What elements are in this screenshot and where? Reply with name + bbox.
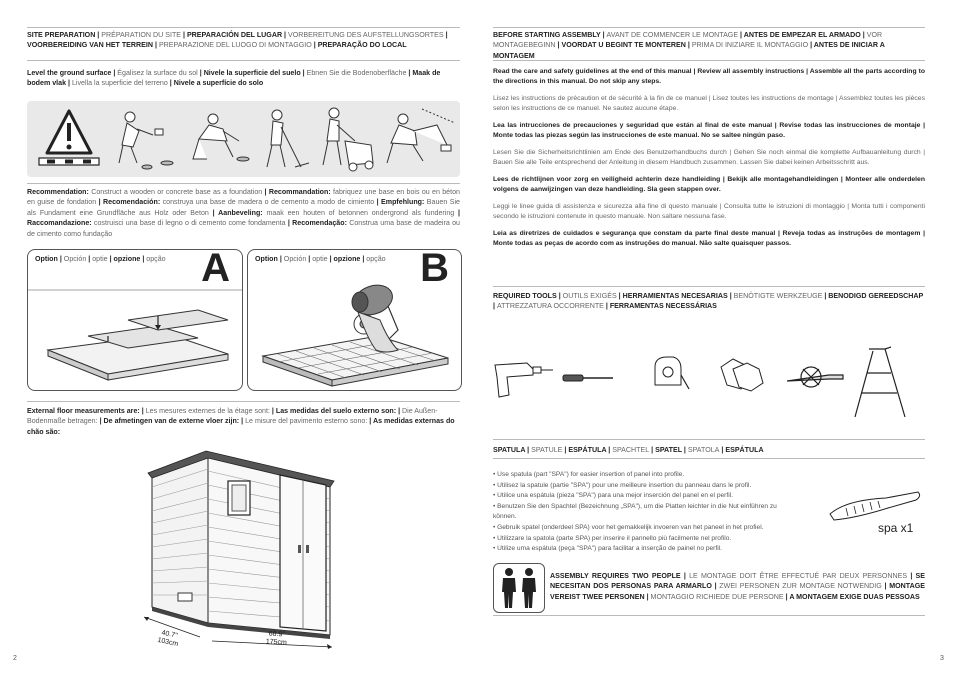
text-segment: | xyxy=(300,69,307,77)
text-segment: Recommendation: xyxy=(27,188,89,196)
text-segment: | xyxy=(860,31,867,39)
instruction-paragraph: Read the care and safety guidelines at the end of this manual | Review all assembly instructions | Assemble all the parts according to the directions in this manual. Do not skip any steps. xyxy=(493,68,925,86)
text-segment: | xyxy=(153,41,159,50)
spatula-icon xyxy=(826,484,924,524)
text-segment: BENODIGD GEREEDSCHAP xyxy=(828,292,924,300)
text-segment: | xyxy=(269,407,276,415)
text-segment: | xyxy=(808,41,814,50)
level-ground-illustration xyxy=(27,101,460,177)
spatula-bullet: • Utilisez la spatule (partie "SPA") pour une meilleure insertion du panneau dans le profil. xyxy=(493,481,752,489)
text-segment: opzione xyxy=(113,255,141,263)
divider xyxy=(493,27,925,28)
text-segment: REQUIRED TOOLS xyxy=(493,292,557,300)
text-segment: LE MONTAGE DOIT ÊTRE EFFECTUÉ PAR DEUX PERSONNES xyxy=(689,572,908,580)
text-segment: MONTAGE VEREIST TWEE PERSONEN xyxy=(550,582,925,601)
two-people-icon xyxy=(494,564,544,612)
text-segment: Le misure del pavimento esterno sono: xyxy=(245,417,368,426)
text-segment: BEFORE STARTING ASSEMBLY xyxy=(493,31,601,39)
text-segment: | xyxy=(239,417,246,426)
text-segment: Construa uma base de madeira ou de cimento como fundação xyxy=(27,219,460,238)
divider xyxy=(493,286,925,287)
text-segment: | xyxy=(167,79,174,88)
text-segment: PREPARACIÓN DEL LUGAR xyxy=(186,31,283,39)
instruction-paragraph: Lees de richtlijnen voor zorg en veiligheid achterin deze handleiding | Bekijk alle montagehandleidingen | Monteer alle onderdelen volgens de aanwijzingen van deze handleiding. Sla geen stappen over. xyxy=(493,176,925,194)
text-segment: fabriquez une base en bois ou en béton en guise de fondation xyxy=(27,188,460,207)
shed-dimensions-illustration xyxy=(130,445,390,660)
text-segment: PRIMA DI INIZIARE IL MONTAGGIO xyxy=(691,41,809,50)
text-segment: SITE PREPARATION xyxy=(27,31,96,39)
step-ladder-icon xyxy=(855,347,905,417)
text-segment: PRÉPARATION DU SITE xyxy=(101,31,182,39)
gloves-icon xyxy=(721,359,763,391)
concrete-base-illustration xyxy=(248,250,461,390)
text-segment: SE NECESITAN DOS PERSONAS PARA ARMARLO xyxy=(550,572,925,591)
spatula-bullet: • Gebruik spatel (onderdeel SPA) voor het gemakkelijk invoeren van het paneel in het profiel. xyxy=(493,523,764,531)
option-a-panel xyxy=(27,249,243,391)
text-segment: | xyxy=(197,69,204,77)
text-segment: | Aanbeveling: xyxy=(212,208,263,217)
warning-icon xyxy=(47,111,91,153)
width-dimension: 68.9" 175cm xyxy=(265,630,288,647)
text-segment: Ebnen Sie die Bodenoberfläche xyxy=(306,69,407,77)
text-segment: | xyxy=(66,79,72,88)
text-segment: ESPÁTULA xyxy=(725,446,764,454)
option-b-letter: B xyxy=(420,249,449,290)
text-segment: Option xyxy=(255,255,278,263)
recommendation-text xyxy=(27,187,460,239)
spatula-instructions xyxy=(493,470,793,555)
text-segment: | xyxy=(95,31,102,39)
text-segment: | xyxy=(727,292,734,300)
text-segment: | xyxy=(97,417,104,426)
text-segment: SPATOLA xyxy=(687,446,720,454)
text-segment: | xyxy=(881,582,890,591)
text-segment: VOORBEREIDING VAN HET TERREIN xyxy=(27,41,153,50)
text-segment: | xyxy=(649,446,656,454)
text-segment: costruisci una base di legno o di cemento come fondamenta xyxy=(91,219,288,228)
text-segment: | xyxy=(367,417,373,426)
divider xyxy=(27,183,460,184)
page-number-right: 3 xyxy=(940,655,944,662)
external-measurements-text xyxy=(27,406,460,437)
text-segment: | xyxy=(107,255,114,263)
text-segment: Die Außen-Bodenmaße betragen: xyxy=(27,407,438,426)
text-segment: Opción xyxy=(283,255,307,263)
text-segment: | xyxy=(277,255,284,263)
text-segment: HERRAMIENTAS NECESARIAS xyxy=(622,292,728,300)
text-segment: Level the ground surface xyxy=(27,69,112,77)
text-segment: | xyxy=(738,31,744,39)
worker-kneeling-icon xyxy=(193,114,249,161)
text-segment: Option xyxy=(35,255,58,263)
text-segment: FERRAMENTAS NECESSÁRIAS xyxy=(609,302,717,311)
text-segment: | xyxy=(406,69,413,77)
spatula-bullet: • Use spatula (part "SPA") for easier insertion of panel into profile. xyxy=(493,471,685,478)
text-segment: | xyxy=(140,255,147,263)
option-a-letter: A xyxy=(201,249,230,290)
text-segment: External floor measurements are: xyxy=(27,407,140,415)
instruction-paragraph: Lisez les instructions de précaution et de sécurité à la fin de ce manuel | Lisez toutes les instructions de montage | Assemblez toutes les pièces selon les instructions de ce manuel. Ne sautez aucune étape. xyxy=(493,95,925,113)
text-segment: opção xyxy=(146,255,166,263)
text-segment: | xyxy=(600,31,607,39)
text-segment: | xyxy=(603,302,610,311)
drill-icon xyxy=(495,363,553,397)
text-segment: | xyxy=(181,31,187,39)
spatula-heading xyxy=(493,445,925,455)
text-segment: | xyxy=(680,572,690,580)
text-segment: Bauen Sie als Fundament eine Grundfläche aus Holz oder Beton xyxy=(27,198,460,217)
text-segment: ATTREZZATURA OCCORRENTE xyxy=(496,302,604,311)
required-tools-heading xyxy=(493,291,925,312)
worker-raking-icon xyxy=(267,110,309,167)
worker-compacting-icon xyxy=(387,109,455,163)
option-b-panel xyxy=(247,249,462,391)
text-segment: | xyxy=(525,446,532,454)
text-segment: PREPARAZIONE DEL LUOGO DI MONTAGGIO xyxy=(158,41,312,50)
page-number-left: 2 xyxy=(13,655,17,662)
wooden-base-illustration xyxy=(28,250,242,390)
text-segment: Nivele la superficie del suelo xyxy=(203,69,301,77)
text-segment: | Empfehlung: xyxy=(376,198,425,207)
text-segment: ASSEMBLY REQUIRES TWO PEOPLE xyxy=(550,572,681,580)
spatula-bullet: • Utilice una espátula (pieza "SPA") para una mejor inserción del panel en el perfil. xyxy=(493,492,733,500)
text-segment: | xyxy=(86,255,93,263)
text-segment: | xyxy=(562,446,569,454)
text-segment: | xyxy=(907,572,916,580)
text-segment: optie xyxy=(312,255,328,263)
text-segment: Maak de bodem vlak xyxy=(27,69,441,88)
text-segment: opzione xyxy=(333,255,361,263)
text-segment: | xyxy=(282,31,289,39)
spatula-bullet: • Utilize uma espátula (peça "SPA") para facilitar a inserção de painel no perfil. xyxy=(493,545,722,553)
text-segment: | xyxy=(555,41,562,50)
level-ground-text xyxy=(27,68,460,89)
text-segment: PREPARAÇÃO DO LOCAL xyxy=(317,41,407,50)
no-knife-icon xyxy=(787,367,843,387)
before-assembly-heading xyxy=(493,30,925,61)
text-segment: Les mesures externes de la étage sont: xyxy=(145,407,270,415)
text-segment: | xyxy=(681,446,688,454)
screwdriver-icon xyxy=(563,375,613,381)
text-segment: OUTILS EXIGÉS xyxy=(562,292,617,300)
text-segment: | xyxy=(822,292,829,300)
instruction-paragraph: Leia as diretrizes de cuidados e segurança que constam da parte final deste manual | Reveja todas as instruções de montagem | Monte todas as peças de acordo com as instruções do manual. Não salte quaisquer passos. xyxy=(493,230,925,248)
text-segment: | Raccomandazione: xyxy=(27,208,461,228)
text-segment: Livella la superficie del terreno xyxy=(71,79,168,88)
spa-quantity-label: spa x1 xyxy=(878,521,914,535)
text-segment: | Recommandation: xyxy=(264,188,331,196)
text-segment: | xyxy=(311,41,318,50)
text-segment: VOORDAT U BEGINT TE MONTEREN xyxy=(561,41,686,50)
text-segment: ANTES DE INICIAR A MONTAGEM xyxy=(493,41,885,60)
depth-dimension: 40.7" 103cm xyxy=(156,629,179,649)
text-segment: | xyxy=(783,592,790,601)
text-segment: | xyxy=(396,407,403,415)
safety-instructions xyxy=(493,67,925,256)
text-segment: | xyxy=(57,255,64,263)
spirit-level-icon xyxy=(39,158,99,165)
text-segment: VOR MONTAGEBEGINN xyxy=(493,31,883,50)
text-segment: | xyxy=(360,255,367,263)
spatula-bullet: • Utilizzare la spatola (parte SPA) per inserire il pannello più facilmente nel profilo. xyxy=(493,534,732,542)
text-segment: construya una base de madera o de cemento a modo de cimiento xyxy=(160,198,377,207)
divider xyxy=(493,60,925,61)
text-segment: SPATEL xyxy=(655,446,682,454)
text-segment: | xyxy=(644,592,651,601)
text-segment: | xyxy=(306,255,313,263)
text-segment: | xyxy=(719,446,726,454)
text-segment: | xyxy=(327,255,334,263)
text-segment: SPATULE xyxy=(531,446,563,454)
divider xyxy=(27,60,460,61)
text-segment: | xyxy=(139,407,146,415)
text-segment: SPATULA xyxy=(493,446,526,454)
text-segment: ANTES DE EMPEZAR EL ARMADO xyxy=(743,31,861,39)
text-segment: optie xyxy=(92,255,108,263)
text-segment: Égalisez la surface du sol xyxy=(117,69,198,77)
spatula-bullet: • Benutzen Sie den Spachtel (Bezeichnung „SPA"), um die Platten leichter in die Nut einführen zu können. xyxy=(493,502,777,521)
text-segment: BENÖTIGTE WERKZEUGE xyxy=(733,292,823,300)
text-segment: MONTAGGIO RICHIEDE DUE PERSONE xyxy=(650,592,784,601)
instruction-paragraph: Lea las intrucciones de precauciones y seguridad que están al final de este manual | Revise todas las instrucciones de montaje | Monte todas las piezas según las instrucciones de este manual. No se saltee ningún paso. xyxy=(493,122,925,140)
text-segment: ESPÁTULA xyxy=(568,446,607,454)
tape-measure-icon xyxy=(655,357,689,389)
text-segment: | xyxy=(606,446,613,454)
divider xyxy=(27,27,460,28)
text-segment: opção xyxy=(366,255,386,263)
text-segment: Nivele a superfície do solo xyxy=(173,79,264,88)
worker-clearing-icon xyxy=(119,112,173,169)
text-segment: | Recomendación: xyxy=(98,198,161,207)
divider xyxy=(27,401,460,402)
text-segment: maak een houten of betonnen ondergrond als fundering xyxy=(262,208,459,217)
instruction-paragraph: Lesen Sie die Sicherheitsrichtlinien am Ende des Benutzerhandbuchs durch | Gehen Sie noch einmal die komplette Aufbauanleitung durch | Bauen Sie alle Teile entsprechend der Anleitung in diesem Handbuch zusammen. Lassen Sie dabei keinen Arbeitsschritt aus. xyxy=(493,149,925,167)
text-segment: | xyxy=(711,582,720,591)
text-segment: Opción xyxy=(63,255,87,263)
text-segment: | xyxy=(443,31,448,39)
text-segment: Las medidas del suelo externo son: xyxy=(275,407,397,415)
text-segment: AVANT DE COMMENCER LE MONTAGE xyxy=(606,31,739,39)
text-segment: VORBEREITUNG DES AUFSTELLUNGSORTES xyxy=(288,31,444,39)
text-segment: | xyxy=(111,69,118,77)
site-preparation-heading xyxy=(27,30,460,51)
required-tools-illustration xyxy=(493,345,925,425)
text-segment: ZWEI PERSONEN ZUR MONTAGE NOTWENDIG xyxy=(719,582,882,591)
divider xyxy=(493,458,925,459)
text-segment: As medidas externas do chão são: xyxy=(27,417,455,436)
text-segment: | xyxy=(616,292,623,300)
text-segment: De afmetingen van de externe vloer zijn: xyxy=(103,417,240,426)
text-segment: | xyxy=(493,302,497,311)
text-segment: A MONTAGEM EXIGE DUAS PESSOAS xyxy=(789,592,920,601)
text-segment: Construct a wooden or concrete base as a foundation xyxy=(88,188,265,196)
divider xyxy=(493,439,925,440)
instruction-paragraph: Leggi le linee guida di assistenza e sicurezza alla fine di questo manuale | Consulta tutte le istruzioni di montaggio | Monta tutti i componenti secondo le istruzioni contenute in questo manuale. Non saltare nessuna fase. xyxy=(493,203,925,221)
two-people-icon-box xyxy=(493,563,545,613)
two-people-text xyxy=(550,571,925,602)
text-segment: | xyxy=(556,292,563,300)
divider xyxy=(493,615,925,616)
text-segment: SPACHTEL xyxy=(612,446,650,454)
worker-mowing-icon xyxy=(323,108,373,171)
text-segment: | xyxy=(685,41,692,50)
text-segment: | Recomendação: xyxy=(287,219,347,228)
